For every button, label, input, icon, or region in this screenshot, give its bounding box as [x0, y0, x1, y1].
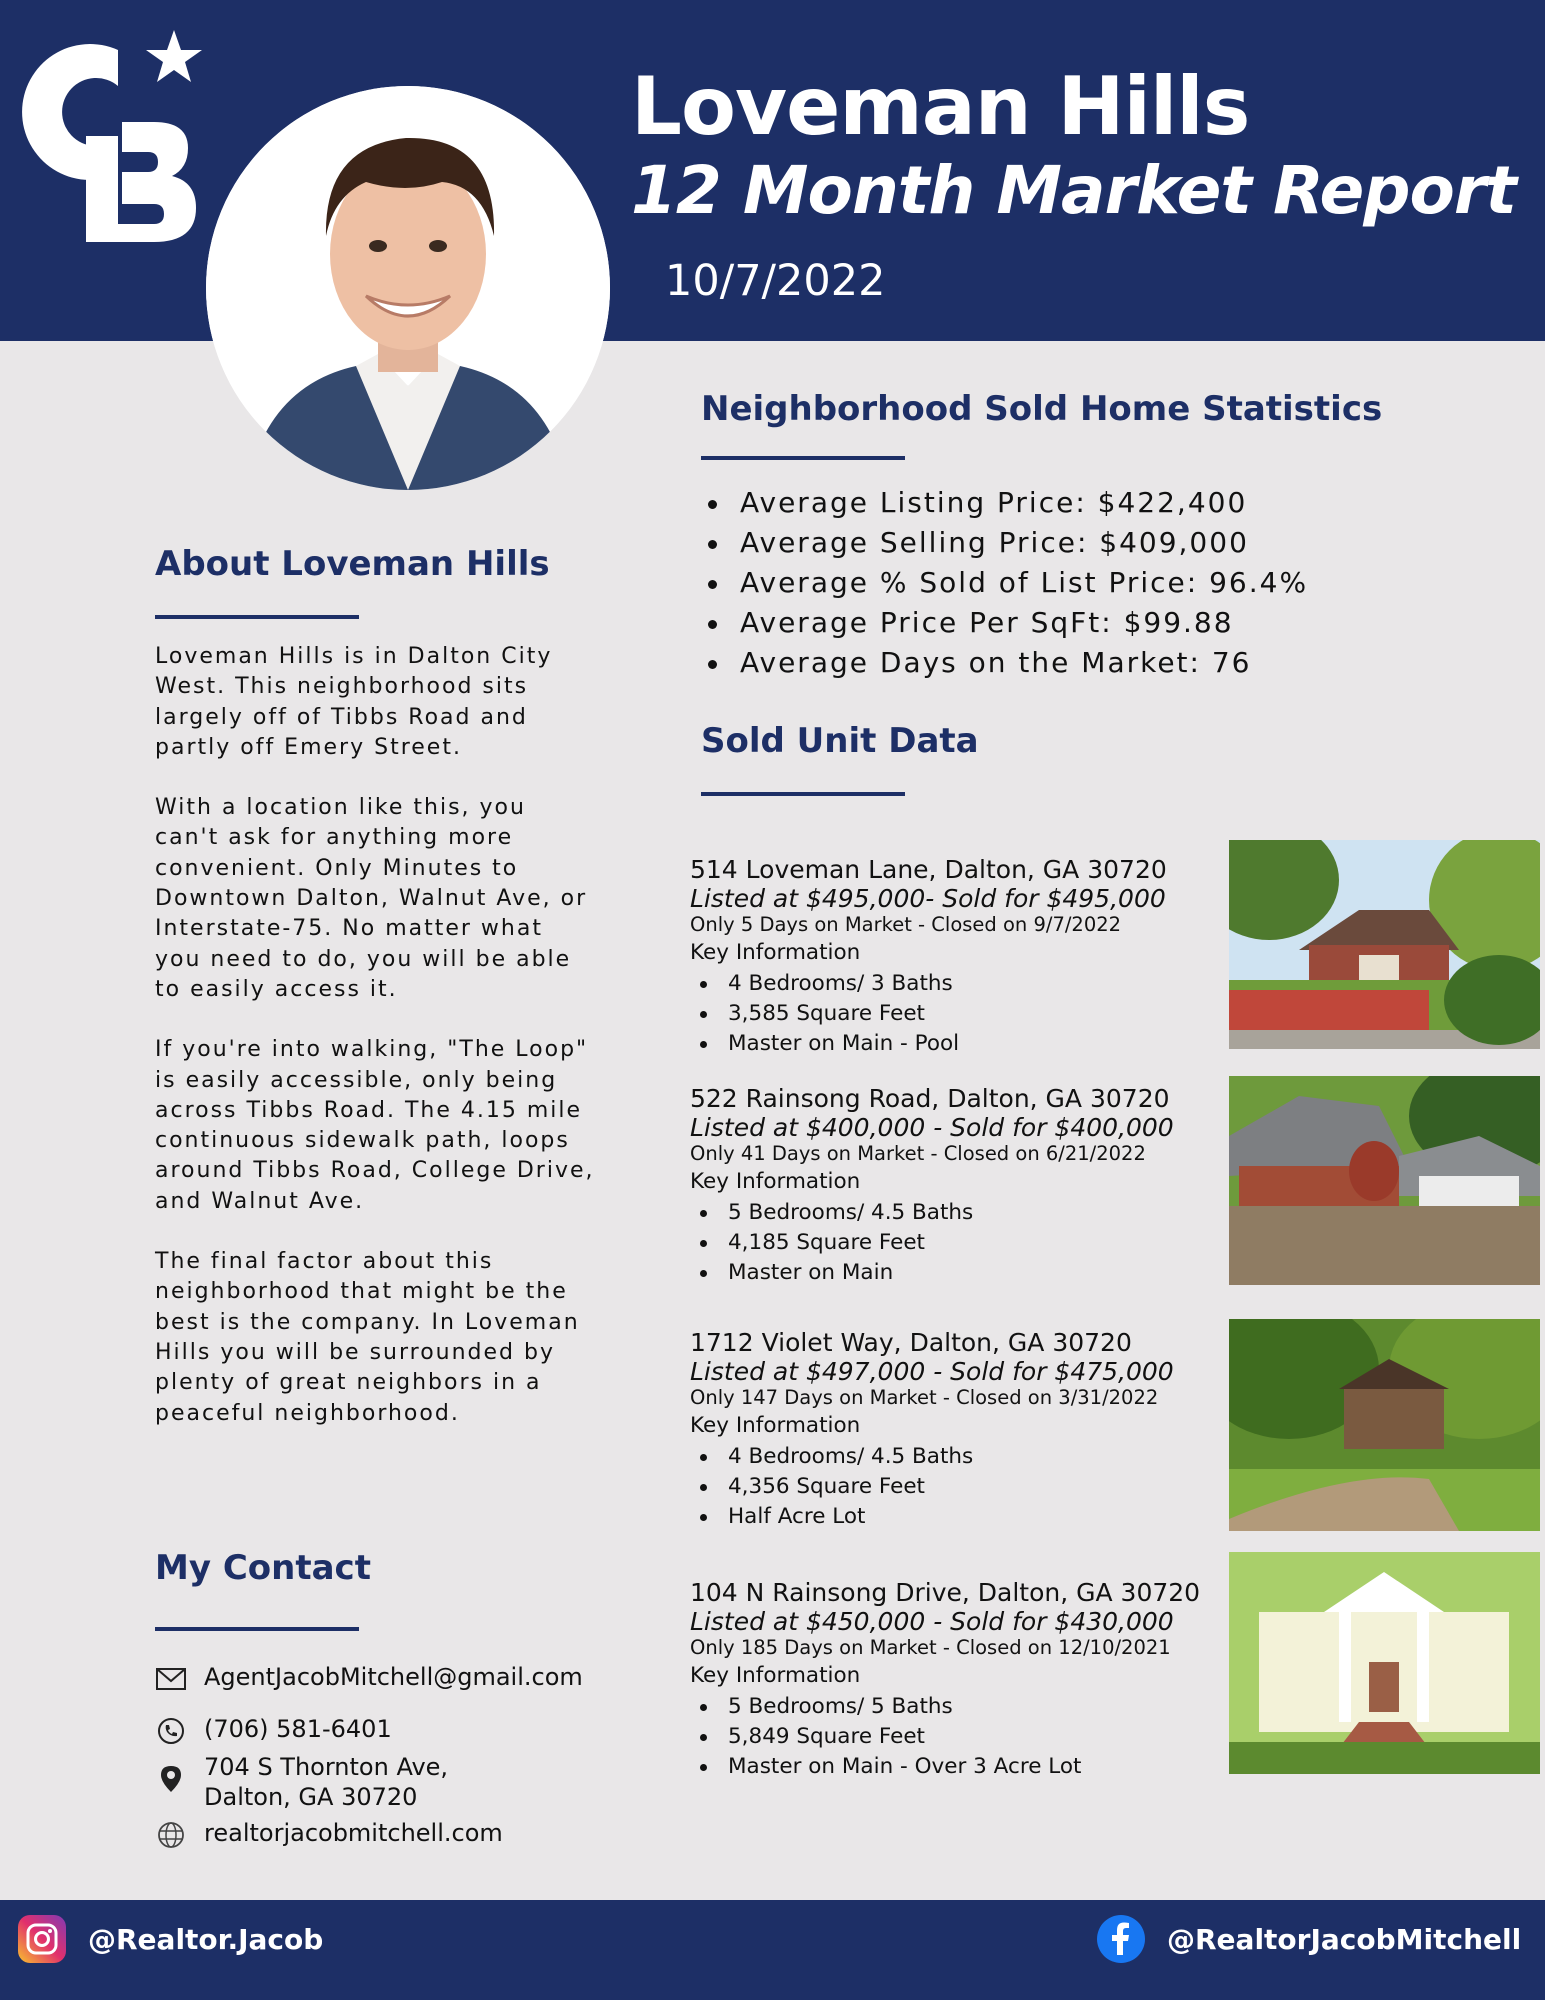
stats-list: [700, 483, 1308, 683]
unit-feature: Master on Main - Pool: [690, 1029, 1210, 1059]
about-heading: About Loveman Hills: [155, 544, 550, 584]
unit-photo: [1229, 840, 1540, 1049]
unit-feature: 3,585 Square Feet: [690, 999, 1210, 1029]
phone-link[interactable]: (706) 581-6401: [204, 1715, 392, 1743]
instagram-handle[interactable]: @Realtor.Jacob: [88, 1922, 324, 1956]
contact-website-row: [155, 1818, 503, 1850]
report-date: 10/7/2022: [665, 256, 886, 306]
address-line-2: Dalton, GA 30720: [204, 1783, 418, 1811]
stat-item: Average Days on the Market: 76: [700, 643, 1308, 683]
unit-days: Only 147 Days on Market - Closed on 3/31/2022: [690, 1386, 1159, 1409]
unit-price: Listed at $450,000 - Sold for $430,000: [690, 1607, 1174, 1636]
about-paragraph: Loveman Hills is in Dalton City West. This neighborhood sits largely off of Tibbs Road and partly off Emery Street.: [155, 644, 553, 760]
unit-address: 104 N Rainsong Drive, Dalton, GA 30720: [690, 1578, 1201, 1607]
envelope-icon: [155, 1664, 187, 1694]
unit-features: [690, 1198, 1210, 1288]
stat-item: Average Price Per SqFt: $99.88: [700, 603, 1308, 643]
sold-unit: [690, 855, 1210, 1059]
stat-item: Average % Sold of List Price: 96.4%: [700, 563, 1308, 603]
contact-divider: [155, 1627, 359, 1631]
facebook-handle[interactable]: @RealtorJacobMitchell: [1167, 1922, 1522, 1956]
about-paragraph: If you're into walking, "The Loop" is easily accessible, only being across Tibbs Road. The 4.15 mile continuous sidewalk path, loops around Tibbs Road, College Drive, and Walnut Ave.: [155, 1037, 595, 1214]
about-divider: [155, 615, 359, 619]
map-pin-icon: [155, 1764, 187, 1794]
unit-feature: 4,185 Square Feet: [690, 1228, 1210, 1258]
website-link[interactable]: realtorjacobmitchell.com: [204, 1819, 503, 1847]
page-title: Loveman Hills: [631, 60, 1250, 153]
about-paragraph: The final factor about this neighborhood that might be the best is the company. In Loveman Hills you will be surrounded by plenty of great neighbors in a peaceful neighborhood.: [155, 1249, 580, 1426]
sold-unit: [690, 1578, 1210, 1782]
unit-feature: 4,356 Square Feet: [690, 1472, 1210, 1502]
sold-unit: [690, 1084, 1210, 1288]
unit-price: Listed at $495,000- Sold for $495,000: [690, 884, 1166, 913]
unit-photo: [1229, 1552, 1540, 1774]
unit-address: 514 Loveman Lane, Dalton, GA 30720: [690, 855, 1167, 884]
units-heading: Sold Unit Data: [701, 721, 979, 761]
stats-heading: Neighborhood Sold Home Statistics: [701, 389, 1383, 429]
facebook-social[interactable]: [1097, 1915, 1521, 1963]
unit-days: Only 41 Days on Market - Closed on 6/21/2022: [690, 1142, 1146, 1165]
about-text: [155, 642, 595, 1459]
unit-feature: 5 Bedrooms/ 5 Baths: [690, 1692, 1210, 1722]
unit-key-label: Key Information: [690, 1663, 861, 1688]
unit-feature: 4 Bedrooms/ 4.5 Baths: [690, 1442, 1210, 1472]
unit-feature: Master on Main - Over 3 Acre Lot: [690, 1752, 1210, 1782]
unit-price: Listed at $400,000 - Sold for $400,000: [690, 1113, 1174, 1142]
phone-icon: [155, 1716, 187, 1746]
unit-features: [690, 969, 1210, 1059]
agent-photo: [206, 86, 610, 490]
unit-key-label: Key Information: [690, 1169, 861, 1194]
instagram-social[interactable]: [18, 1915, 323, 1963]
instagram-icon[interactable]: [18, 1915, 66, 1963]
email-link[interactable]: AgentJacobMitchell@gmail.com: [204, 1663, 583, 1691]
globe-icon: [155, 1820, 187, 1850]
stat-item: Average Listing Price: $422,400: [700, 483, 1308, 523]
unit-address: 522 Rainsong Road, Dalton, GA 30720: [690, 1084, 1170, 1113]
unit-feature: 5 Bedrooms/ 4.5 Baths: [690, 1198, 1210, 1228]
page-subtitle: 12 Month Market Report: [631, 152, 1516, 229]
unit-photo: [1229, 1076, 1540, 1285]
unit-features: [690, 1692, 1210, 1782]
coldwell-banker-logo: [14, 26, 204, 248]
unit-feature: Half Acre Lot: [690, 1502, 1210, 1532]
unit-days: Only 5 Days on Market - Closed on 9/7/2022: [690, 913, 1122, 936]
about-paragraph: With a location like this, you can't ask for anything more convenient. Only Minutes to Downtown Dalton, Walnut Ave, or Interstate-75. No matter what you need to do, you will be able to easily access it.: [155, 795, 588, 1002]
contact-phone-row: [155, 1714, 392, 1746]
unit-photo: [1229, 1319, 1540, 1531]
unit-price: Listed at $497,000 - Sold for $475,000: [690, 1357, 1174, 1386]
stat-item: Average Selling Price: $409,000: [700, 523, 1308, 563]
facebook-icon[interactable]: [1097, 1915, 1145, 1963]
unit-feature: 5,849 Square Feet: [690, 1722, 1210, 1752]
unit-feature: 4 Bedrooms/ 3 Baths: [690, 969, 1210, 999]
contact-address-row: [155, 1752, 448, 1812]
sold-unit: [690, 1328, 1210, 1532]
unit-address: 1712 Violet Way, Dalton, GA 30720: [690, 1328, 1132, 1357]
unit-feature: Master on Main: [690, 1258, 1210, 1288]
stats-divider: [701, 456, 905, 460]
units-divider: [701, 792, 905, 796]
address-line-1: 704 S Thornton Ave,: [204, 1753, 449, 1781]
unit-days: Only 185 Days on Market - Closed on 12/10/2021: [690, 1636, 1171, 1659]
unit-features: [690, 1442, 1210, 1532]
contact-email-row: [155, 1662, 583, 1694]
unit-key-label: Key Information: [690, 940, 861, 965]
contact-heading: My Contact: [155, 1548, 371, 1588]
unit-key-label: Key Information: [690, 1413, 861, 1438]
